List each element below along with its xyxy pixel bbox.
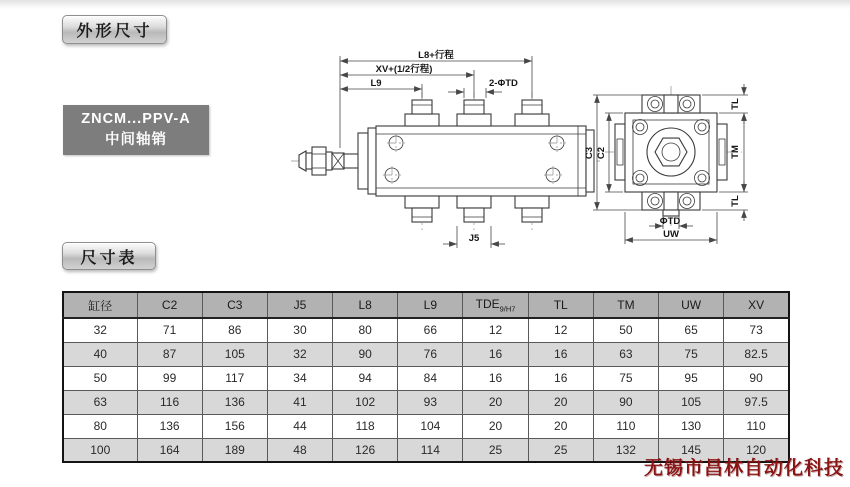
table-cell: 164 xyxy=(137,438,202,462)
table-cell: 25 xyxy=(463,438,528,462)
table-cell: 50 xyxy=(593,318,658,342)
column-header-bore: 缸径 xyxy=(63,292,137,318)
side-view xyxy=(291,49,600,248)
dim-label-c3: C3 xyxy=(584,146,595,160)
dim-label-tm: TM xyxy=(730,145,741,159)
table-cell: 32 xyxy=(63,318,137,342)
model-code: ZNCM...PPV-A xyxy=(81,110,191,127)
table-cell: 50 xyxy=(63,366,137,390)
rod-nut xyxy=(312,147,326,175)
dim-label-td-dia: ΦTD xyxy=(659,216,681,227)
table-cell: 75 xyxy=(593,366,658,390)
tde-label: TDE xyxy=(475,296,500,311)
table-cell: 40 xyxy=(63,342,137,366)
table-cell: 130 xyxy=(659,414,724,438)
dim-label-l8-stroke: L8+行程 xyxy=(418,50,454,61)
table-cell: 12 xyxy=(528,318,593,342)
dim-label-tl-top: TL xyxy=(730,98,741,110)
column-header-l8: L8 xyxy=(333,292,398,318)
table-cell: 105 xyxy=(659,390,724,414)
table-cell: 104 xyxy=(398,414,463,438)
section-title-dimension-table xyxy=(62,242,156,270)
table-cell: 87 xyxy=(137,342,202,366)
table-cell: 99 xyxy=(137,366,202,390)
column-header-c2: C2 xyxy=(137,292,202,318)
table-cell: 16 xyxy=(528,366,593,390)
table-cell: 94 xyxy=(333,366,398,390)
column-header-tl: TL xyxy=(528,292,593,318)
table-cell: 132 xyxy=(593,438,658,462)
table-cell: 120 xyxy=(724,438,789,462)
table-cell: 90 xyxy=(333,342,398,366)
dim-label-2-td: 2-ΦTD xyxy=(489,78,518,89)
table-cell: 110 xyxy=(593,414,658,438)
table-cell: 41 xyxy=(267,390,332,414)
table-cell: 116 xyxy=(137,390,202,414)
table-cell: 126 xyxy=(333,438,398,462)
column-header-c3: C3 xyxy=(202,292,267,318)
section-title-text: 外形尺寸 xyxy=(76,23,153,40)
table-cell: 73 xyxy=(724,318,789,342)
dim-label-l9: L9 xyxy=(370,78,382,89)
table-cell: 95 xyxy=(659,366,724,390)
table-cell: 75 xyxy=(659,342,724,366)
table-cell: 189 xyxy=(202,438,267,462)
dim-label-c2: C2 xyxy=(596,146,607,160)
dim-label-tl-bottom: TL xyxy=(730,195,741,207)
table-row xyxy=(63,414,789,438)
table-cell: 71 xyxy=(137,318,202,342)
table-cell: 80 xyxy=(333,318,398,342)
model-mount-name: 中间轴销 xyxy=(105,132,167,148)
dim-label-uw: UW xyxy=(663,229,679,240)
tde-tolerance-subscript: 9/H7 xyxy=(499,304,516,314)
technical-drawing xyxy=(285,38,755,256)
table-cell: 114 xyxy=(398,438,463,462)
rod-tip xyxy=(299,151,306,171)
table-cell: 90 xyxy=(593,390,658,414)
table-cell: 16 xyxy=(463,366,528,390)
table-cell: 12 xyxy=(463,318,528,342)
table-cell: 93 xyxy=(398,390,463,414)
end-view xyxy=(584,84,748,244)
table-cell: 65 xyxy=(659,318,724,342)
column-header-tde xyxy=(463,292,528,318)
column-header-xv: XV xyxy=(724,292,789,318)
table-cell: 30 xyxy=(267,318,332,342)
top-divider xyxy=(0,0,850,9)
table-cell: 136 xyxy=(202,390,267,414)
table-cell: 63 xyxy=(63,390,137,414)
table-cell: 80 xyxy=(63,414,137,438)
dim-label-xv-half-stroke: XV+(1/2行程) xyxy=(375,64,433,75)
table-row xyxy=(63,366,789,390)
table-cell: 118 xyxy=(333,414,398,438)
table-row xyxy=(63,318,789,342)
table-cell: 20 xyxy=(463,390,528,414)
table-cell: 156 xyxy=(202,414,267,438)
table-row xyxy=(63,342,789,366)
table-cell: 48 xyxy=(267,438,332,462)
table-cell: 145 xyxy=(659,438,724,462)
section-title-text: 尺寸表 xyxy=(80,249,138,267)
table-body xyxy=(63,318,789,462)
dim-label-j5: J5 xyxy=(468,233,480,244)
table-cell: 97.5 xyxy=(724,390,789,414)
table-cell: 16 xyxy=(528,342,593,366)
table-cell: 20 xyxy=(528,414,593,438)
table-cell: 34 xyxy=(267,366,332,390)
table-cell: 84 xyxy=(398,366,463,390)
table-cell: 63 xyxy=(593,342,658,366)
column-header-j5: J5 xyxy=(267,292,332,318)
table-cell: 110 xyxy=(724,414,789,438)
dimension-table xyxy=(62,291,790,463)
section-title-outline-dimensions xyxy=(62,15,167,44)
model-label-box xyxy=(63,105,209,155)
table-cell: 100 xyxy=(63,438,137,462)
table-cell: 86 xyxy=(202,318,267,342)
company-watermark: 无锡市昌林自动化科技 xyxy=(643,458,844,479)
table-cell: 102 xyxy=(333,390,398,414)
table-cell: 117 xyxy=(202,366,267,390)
table-cell: 136 xyxy=(137,414,202,438)
table-cell: 44 xyxy=(267,414,332,438)
column-header-l9: L9 xyxy=(398,292,463,318)
table-cell: 25 xyxy=(528,438,593,462)
table-cell: 16 xyxy=(463,342,528,366)
table-row xyxy=(63,390,789,414)
table-cell: 20 xyxy=(463,414,528,438)
table-cell: 90 xyxy=(724,366,789,390)
column-header-tm: TM xyxy=(593,292,658,318)
table-cell: 20 xyxy=(528,390,593,414)
table-cell: 82.5 xyxy=(724,342,789,366)
table-cell: 76 xyxy=(398,342,463,366)
table-cell: 66 xyxy=(398,318,463,342)
table-header-row xyxy=(63,292,789,318)
table-cell: 32 xyxy=(267,342,332,366)
table-cell: 105 xyxy=(202,342,267,366)
column-header-uw: UW xyxy=(659,292,724,318)
